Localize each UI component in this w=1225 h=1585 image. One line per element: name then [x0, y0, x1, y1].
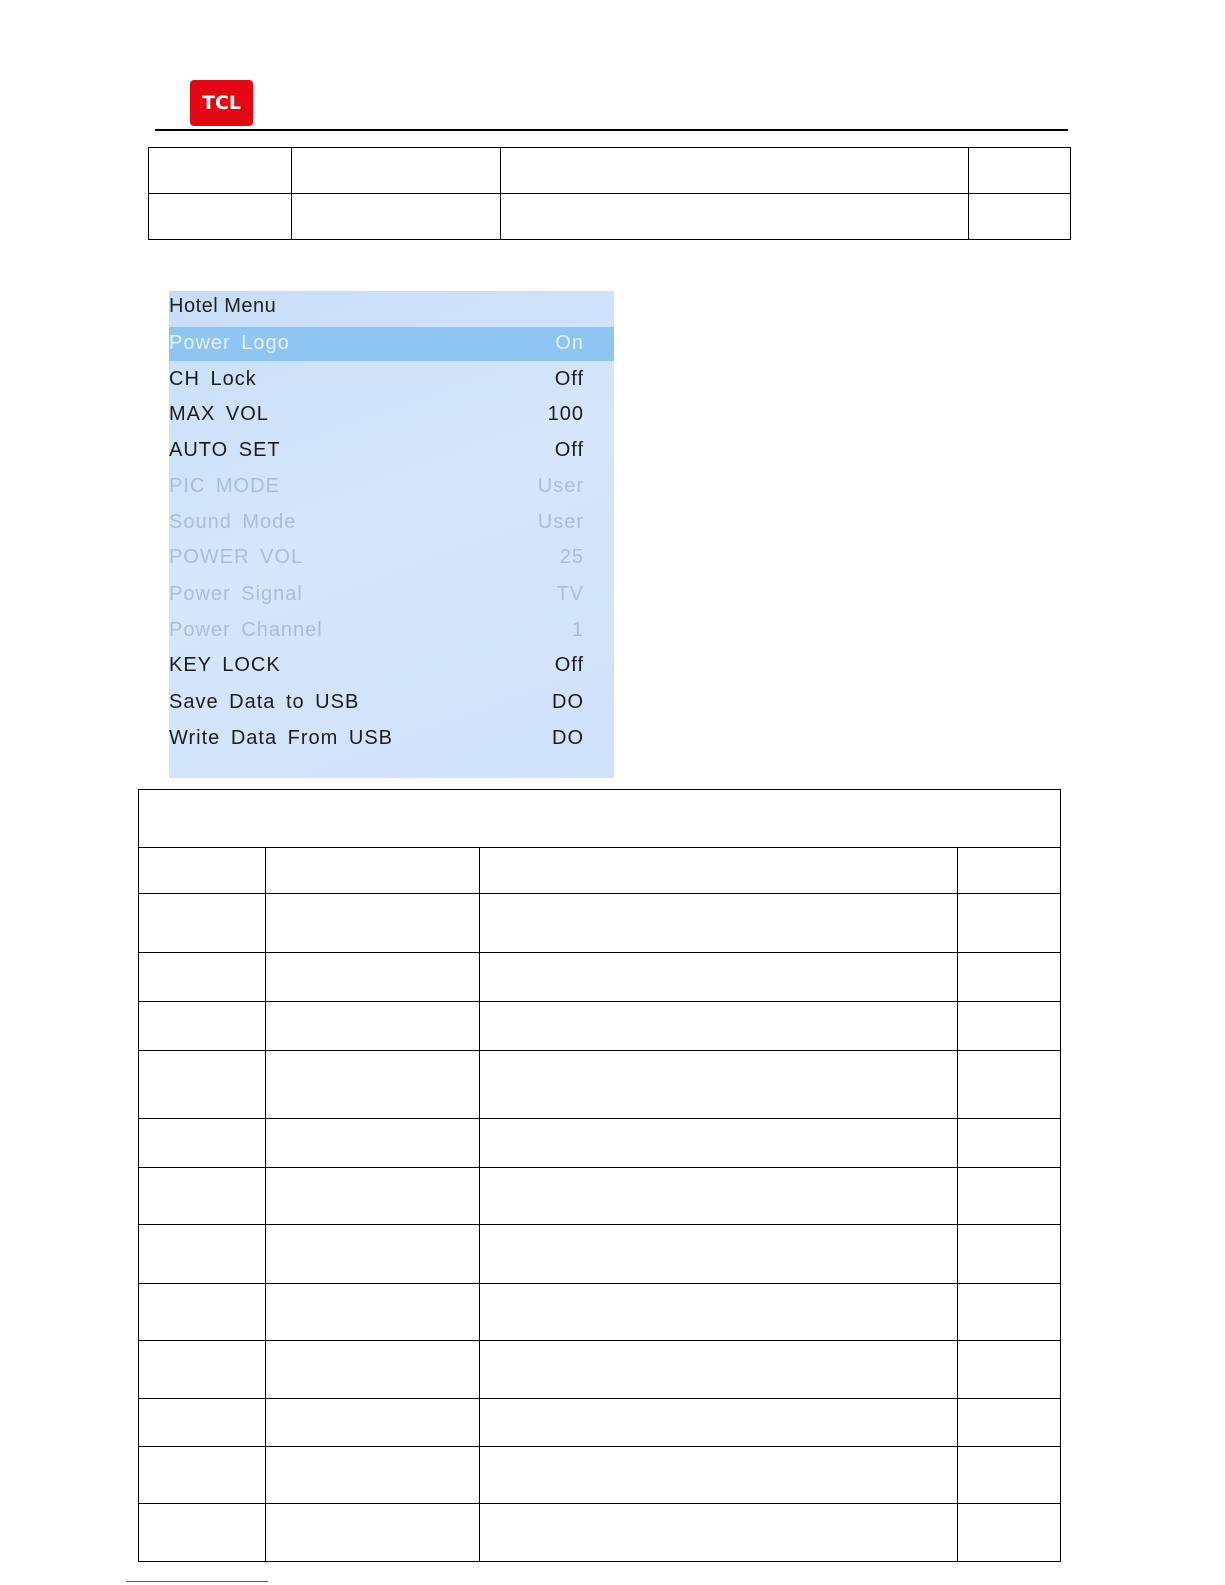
- table-cell: [266, 1284, 480, 1341]
- table-cell: [480, 1399, 958, 1447]
- table-cell: [266, 848, 480, 894]
- table-cell: [480, 1002, 958, 1051]
- menu-item-value: 25: [559, 546, 584, 568]
- table-cell: [501, 194, 969, 240]
- table-cell: [149, 194, 292, 240]
- menu-item-value: User: [537, 475, 584, 497]
- table-cell: [480, 848, 958, 894]
- table-cell: [139, 1051, 266, 1119]
- table-cell: [969, 148, 1071, 194]
- table-cell: [139, 1399, 266, 1447]
- footer-link-underline: [126, 1581, 268, 1582]
- table-cell: [139, 1002, 266, 1051]
- menu-item-label: Power Logo: [169, 332, 290, 354]
- menu-item-value: DO: [552, 727, 584, 749]
- table-cell: [958, 1504, 1061, 1562]
- table-row: [149, 194, 1071, 240]
- table-row: [139, 1504, 1061, 1562]
- table-row: [139, 953, 1061, 1002]
- menu-item[interactable]: [169, 722, 614, 756]
- menu-item[interactable]: [169, 470, 614, 504]
- table-cell: [139, 1504, 266, 1562]
- menu-item[interactable]: [169, 614, 614, 648]
- table-cell: [139, 848, 266, 894]
- table-cell: [266, 1051, 480, 1119]
- table-cell: [480, 1168, 958, 1225]
- table-cell: [958, 953, 1061, 1002]
- table-row: [139, 1119, 1061, 1168]
- table-row: [139, 1284, 1061, 1341]
- table-cell: [139, 1119, 266, 1168]
- table-row: [139, 1051, 1061, 1119]
- table-cell: [139, 953, 266, 1002]
- menu-item-label: CH Lock: [169, 368, 257, 390]
- table-cell: [266, 953, 480, 1002]
- table-cell: [139, 1447, 266, 1504]
- menu-item-label: POWER VOL: [169, 546, 304, 568]
- tcl-logo: [190, 80, 253, 126]
- menu-item-value: DO: [552, 691, 584, 713]
- table-cell: [292, 194, 501, 240]
- table-cell: [480, 1119, 958, 1168]
- menu-item[interactable]: [169, 327, 614, 361]
- table-cell: [958, 1168, 1061, 1225]
- table-row: [149, 148, 1071, 194]
- table-row: [139, 894, 1061, 953]
- table-cell: [501, 148, 969, 194]
- table-cell: [969, 194, 1071, 240]
- table-cell: [266, 1002, 480, 1051]
- table-cell: [266, 1447, 480, 1504]
- menu-item[interactable]: [169, 541, 614, 575]
- table-cell: [139, 894, 266, 953]
- table-cell: [958, 1399, 1061, 1447]
- menu-item[interactable]: [169, 686, 614, 720]
- table-cell: [266, 1341, 480, 1399]
- menu-item-label: Sound Mode: [169, 511, 297, 533]
- table-header-cell: [139, 790, 1061, 848]
- menu-item-value: 1: [571, 619, 584, 641]
- menu-item-value: On: [555, 332, 584, 354]
- table-cell: [139, 1341, 266, 1399]
- table-cell: [149, 148, 292, 194]
- menu-item-label: Power Signal: [169, 583, 303, 605]
- table-cell: [266, 894, 480, 953]
- menu-item-value: User: [537, 511, 584, 533]
- table-cell: [958, 1051, 1061, 1119]
- table-cell: [266, 1119, 480, 1168]
- table-cell: [480, 1504, 958, 1562]
- table-row: [139, 1002, 1061, 1051]
- menu-item[interactable]: [169, 649, 614, 683]
- table-cell: [480, 1225, 958, 1284]
- table-cell: [266, 1168, 480, 1225]
- table-cell: [266, 1504, 480, 1562]
- logo-text: TCL: [201, 92, 241, 114]
- table-row: [139, 1168, 1061, 1225]
- menu-item[interactable]: [169, 506, 614, 540]
- table-cell: [480, 1447, 958, 1504]
- table-cell: [958, 1341, 1061, 1399]
- table-cell: [958, 1002, 1061, 1051]
- menu-item[interactable]: [169, 578, 614, 612]
- table-cell: [139, 1225, 266, 1284]
- table-row: [139, 1341, 1061, 1399]
- table-cell: [480, 1341, 958, 1399]
- table-cell: [266, 1399, 480, 1447]
- table-cell: [480, 953, 958, 1002]
- menu-item-value: Off: [554, 368, 584, 390]
- menu-title: Hotel Menu: [169, 295, 277, 317]
- table-cell: [480, 1284, 958, 1341]
- top-table: [148, 147, 1071, 240]
- bottom-table: [138, 789, 1061, 1562]
- table-cell: [958, 848, 1061, 894]
- menu-item-value: TV: [556, 583, 584, 605]
- menu-item-value: Off: [554, 654, 584, 676]
- table-cell: [480, 894, 958, 953]
- table-cell: [958, 1284, 1061, 1341]
- menu-item-label: AUTO SET: [169, 439, 281, 461]
- menu-item-value: Off: [554, 439, 584, 461]
- hotel-menu-screenshot: [169, 291, 614, 778]
- menu-item[interactable]: [169, 434, 614, 468]
- menu-item[interactable]: [169, 363, 614, 397]
- menu-item-label: MAX VOL: [169, 403, 269, 425]
- table-row: [139, 848, 1061, 894]
- table-cell: [292, 148, 501, 194]
- table-cell: [266, 1225, 480, 1284]
- menu-item-label: Save Data to USB: [169, 691, 360, 713]
- menu-item[interactable]: [169, 398, 614, 432]
- table-cell: [139, 1284, 266, 1341]
- table-cell: [958, 1119, 1061, 1168]
- table-row: [139, 1447, 1061, 1504]
- header-divider: [155, 129, 1068, 131]
- menu-item-label: PIC MODE: [169, 475, 280, 497]
- table-header-row: [139, 790, 1061, 848]
- table-cell: [139, 1168, 266, 1225]
- table-cell: [480, 1051, 958, 1119]
- table-cell: [958, 1447, 1061, 1504]
- table-cell: [958, 1225, 1061, 1284]
- table-row: [139, 1225, 1061, 1284]
- menu-item-label: KEY LOCK: [169, 654, 281, 676]
- menu-item-label: Power Channel: [169, 619, 323, 641]
- table-cell: [958, 894, 1061, 953]
- menu-item-label: Write Data From USB: [169, 727, 393, 749]
- table-row: [139, 1399, 1061, 1447]
- menu-item-value: 100: [547, 403, 584, 425]
